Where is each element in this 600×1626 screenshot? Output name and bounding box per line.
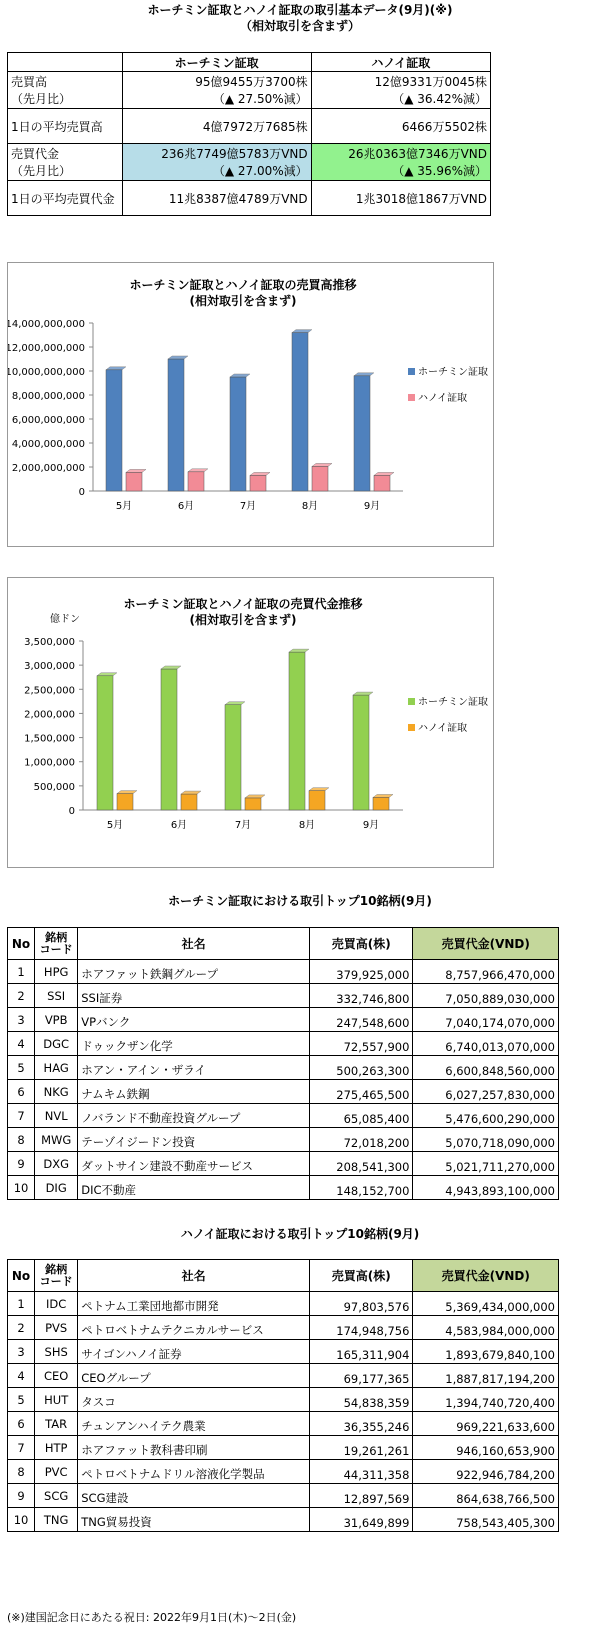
row-name: ホアン・アイン・ザライ xyxy=(78,1056,310,1080)
table-row xyxy=(8,1460,559,1484)
header-volume: 売買高(株) xyxy=(310,928,413,960)
row-name: チュンアンハイテク農業 xyxy=(78,1412,310,1436)
row-code: PVS xyxy=(35,1316,78,1340)
bar-hnx-7 xyxy=(245,795,265,810)
y-tick-label: 1,500,000 xyxy=(24,733,75,745)
table-row xyxy=(8,1080,559,1104)
bar-hnx-8 xyxy=(312,463,332,491)
row-no: 4 xyxy=(8,1364,35,1388)
table-row xyxy=(8,1436,559,1460)
y-tick-label: 2,000,000 xyxy=(24,709,75,721)
y-tick-label: 0 xyxy=(78,487,85,498)
chart-ylabel: 億ドン xyxy=(50,614,80,625)
summary-hnx-volume: 12億9331万0045株 （▲ 36.42%減） xyxy=(311,72,490,109)
legend-swatch xyxy=(408,394,415,401)
row-name: ナムキム鉄鋼 xyxy=(78,1080,310,1104)
summary-label: 1日の平均売買高 xyxy=(8,109,123,144)
row-no: 9 xyxy=(8,1484,35,1508)
row-code: TNG xyxy=(35,1508,78,1532)
row-code: SSI xyxy=(35,984,78,1008)
row-code: HTP xyxy=(35,1436,78,1460)
x-tick-label: 7月 xyxy=(239,501,257,512)
y-tick-label: 12,000,000,000 xyxy=(8,343,85,354)
row-value: 6,740,013,070,000 xyxy=(413,1032,559,1056)
row-no: 8 xyxy=(8,1460,35,1484)
hcm-top10-table xyxy=(7,927,559,1200)
row-no: 3 xyxy=(8,1340,35,1364)
summary-row-avg-value xyxy=(8,181,491,216)
y-tick-label: 1,000,000 xyxy=(24,757,75,769)
row-volume: 19,261,261 xyxy=(310,1436,413,1460)
row-value: 5,021,711,270,000 xyxy=(413,1152,559,1176)
row-value: 5,070,718,090,000 xyxy=(413,1128,559,1152)
y-tick-label: 3,000,000 xyxy=(24,661,75,673)
row-volume: 44,311,358 xyxy=(310,1460,413,1484)
row-value: 864,638,766,500 xyxy=(413,1484,559,1508)
chart-title: ホーチミン証取とハノイ証取の売買代金推移 xyxy=(123,597,363,611)
row-value: 6,600,848,560,000 xyxy=(413,1056,559,1080)
row-name: サイゴンハノイ証券 xyxy=(78,1340,310,1364)
row-volume: 69,177,365 xyxy=(310,1364,413,1388)
summary-header-hnx: ハノイ証取 xyxy=(311,53,490,72)
row-code: NVL xyxy=(35,1104,78,1128)
row-value: 6,027,257,830,000 xyxy=(413,1080,559,1104)
x-tick-label: 5月 xyxy=(115,501,133,512)
row-value: 7,040,174,070,000 xyxy=(413,1008,559,1032)
summary-hnx-avg-value: 1兆3018億1867万VND xyxy=(311,181,490,216)
y-tick-label: 3,500,000 xyxy=(24,637,75,648)
table-row xyxy=(8,1340,559,1364)
row-value: 758,543,405,300 xyxy=(413,1508,559,1532)
summary-hnx-value: 26兆0363億7346万VND （▲ 35.96%減） xyxy=(311,144,490,181)
y-tick-label: 0 xyxy=(68,806,75,817)
summary-label: 売買代金 （先月比） xyxy=(8,144,123,181)
summary-row-value xyxy=(8,144,491,181)
table-row xyxy=(8,1128,559,1152)
row-value: 969,221,633,600 xyxy=(413,1412,559,1436)
row-value: 1,893,679,840,100 xyxy=(413,1340,559,1364)
summary-hcm-volume: 95億9455万3700株 （▲ 27.50%減） xyxy=(122,72,311,109)
chart-subtitle: (相対取引を含まず) xyxy=(189,613,297,627)
summary-hcm-avg-value: 11兆8387億4789万VND xyxy=(122,181,311,216)
volume-chart-svg xyxy=(8,263,493,546)
header-name: 社名 xyxy=(78,1260,310,1292)
legend-label: ハノイ証取 xyxy=(418,393,468,404)
table-row xyxy=(8,1008,559,1032)
table-row xyxy=(8,960,559,984)
row-name: ペトロベトナムテクニカルサービス xyxy=(78,1316,310,1340)
row-name: ダットサイン建設不動産サービス xyxy=(78,1152,310,1176)
legend-label: ハノイ証取 xyxy=(418,723,468,734)
row-name: ホアファット鉄鋼グループ xyxy=(78,960,310,984)
summary-hcm-value: 236兆7749億5783万VND （▲ 27.00%減） xyxy=(122,144,311,181)
row-code: NKG xyxy=(35,1080,78,1104)
row-no: 10 xyxy=(8,1176,35,1200)
bar-hcm-6 xyxy=(168,356,188,491)
row-name: ホアファット教科書印刷 xyxy=(78,1436,310,1460)
row-volume: 165,311,904 xyxy=(310,1340,413,1364)
bar-hcm-9 xyxy=(354,373,374,491)
bar-hnx-6 xyxy=(181,791,201,810)
row-no: 9 xyxy=(8,1152,35,1176)
row-name: ペトナム工業団地都市開発 xyxy=(78,1292,310,1316)
bar-hnx-7 xyxy=(250,472,270,491)
row-value: 5,369,434,000,000 xyxy=(413,1292,559,1316)
x-tick-label: 6月 xyxy=(170,820,188,831)
row-volume: 379,925,000 xyxy=(310,960,413,984)
summary-label: 1日の平均売買代金 xyxy=(8,181,123,216)
row-code: DIG xyxy=(35,1176,78,1200)
bar-hnx-5 xyxy=(117,791,137,810)
summary-label: 売買高 （先月比） xyxy=(8,72,123,109)
row-value: 1,887,817,194,200 xyxy=(413,1364,559,1388)
row-no: 5 xyxy=(8,1056,35,1080)
row-code: HAG xyxy=(35,1056,78,1080)
row-volume: 72,018,200 xyxy=(310,1128,413,1152)
hnx-top10-title: ハノイ証取における取引トップ10銘柄(9月) xyxy=(180,1227,420,1241)
value-chart xyxy=(7,577,494,868)
row-value: 5,476,600,290,000 xyxy=(413,1104,559,1128)
row-volume: 208,541,300 xyxy=(310,1152,413,1176)
bar-hnx-5 xyxy=(126,469,146,491)
row-no: 7 xyxy=(8,1104,35,1128)
row-value: 1,394,740,720,400 xyxy=(413,1388,559,1412)
row-no: 6 xyxy=(8,1412,35,1436)
summary-row-volume xyxy=(8,72,491,109)
row-name: CEOグループ xyxy=(78,1364,310,1388)
row-value: 922,946,784,200 xyxy=(413,1460,559,1484)
hcm-top10-header-row xyxy=(8,928,559,960)
row-code: SHS xyxy=(35,1340,78,1364)
row-volume: 72,557,900 xyxy=(310,1032,413,1056)
row-volume: 97,803,576 xyxy=(310,1292,413,1316)
header-no: No xyxy=(8,1260,35,1292)
bar-hcm-5 xyxy=(106,367,126,491)
header-code: 銘柄 コード xyxy=(35,928,78,960)
row-name: ノバランド不動産投資グループ xyxy=(78,1104,310,1128)
legend-label: ホーチミン証取 xyxy=(418,367,488,378)
header-name: 社名 xyxy=(78,928,310,960)
table-row xyxy=(8,1484,559,1508)
bar-hnx-8 xyxy=(309,788,329,810)
row-code: PVC xyxy=(35,1460,78,1484)
summary-table xyxy=(7,52,491,216)
footnote: (※)建国記念日にあたる祝日: 2022年9月1日(木)～2日(金) xyxy=(7,1611,297,1624)
y-tick-label: 8,000,000,000 xyxy=(11,391,85,402)
row-name: テーゾイジードン投資 xyxy=(78,1128,310,1152)
row-no: 2 xyxy=(8,984,35,1008)
y-tick-label: 500,000 xyxy=(33,781,75,793)
table-row xyxy=(8,1152,559,1176)
row-code: HPG xyxy=(35,960,78,984)
row-volume: 12,897,569 xyxy=(310,1484,413,1508)
row-no: 10 xyxy=(8,1508,35,1532)
summary-subtitle: （相対取引を含まず） xyxy=(239,19,360,33)
header-code: 銘柄 コード xyxy=(35,1260,78,1292)
bar-hnx-9 xyxy=(374,472,394,491)
row-value: 946,160,653,900 xyxy=(413,1436,559,1460)
row-value: 4,943,893,100,000 xyxy=(413,1176,559,1200)
table-row xyxy=(8,1388,559,1412)
bar-hcm-6 xyxy=(161,666,181,810)
row-no: 2 xyxy=(8,1316,35,1340)
legend-swatch xyxy=(408,698,415,705)
row-volume: 36,355,246 xyxy=(310,1412,413,1436)
row-code: SCG xyxy=(35,1484,78,1508)
row-no: 6 xyxy=(8,1080,35,1104)
row-volume: 148,152,700 xyxy=(310,1176,413,1200)
row-code: TAR xyxy=(35,1412,78,1436)
row-volume: 31,649,899 xyxy=(310,1508,413,1532)
value-chart-svg xyxy=(8,578,493,867)
row-volume: 332,746,800 xyxy=(310,984,413,1008)
row-code: DXG xyxy=(35,1152,78,1176)
y-tick-label: 2,000,000,000 xyxy=(11,463,85,474)
row-name: VPバンク xyxy=(78,1008,310,1032)
summary-hnx-avg-volume: 6466万5502株 xyxy=(311,109,490,144)
header-value: 売買代金(VND) xyxy=(413,1260,559,1292)
hnx-top10-table xyxy=(7,1259,559,1532)
row-volume: 174,948,756 xyxy=(310,1316,413,1340)
header-value: 売買代金(VND) xyxy=(413,928,559,960)
row-code: IDC xyxy=(35,1292,78,1316)
row-no: 1 xyxy=(8,960,35,984)
row-name: タスコ xyxy=(78,1388,310,1412)
row-code: CEO xyxy=(35,1364,78,1388)
row-volume: 54,838,359 xyxy=(310,1388,413,1412)
row-name: SSI証券 xyxy=(78,984,310,1008)
chart-subtitle: (相対取引を含まず) xyxy=(189,294,297,308)
table-row xyxy=(8,1292,559,1316)
bar-hnx-9 xyxy=(373,794,393,810)
summary-header-hcm: ホーチミン証取 xyxy=(122,53,311,72)
hnx-top10-header-row xyxy=(8,1260,559,1292)
table-row xyxy=(8,984,559,1008)
volume-chart xyxy=(7,262,494,547)
x-tick-label: 8月 xyxy=(298,820,316,831)
row-volume: 500,263,300 xyxy=(310,1056,413,1080)
summary-hcm-avg-volume: 4億7972万7685株 xyxy=(122,109,311,144)
y-tick-label: 14,000,000,000 xyxy=(8,319,85,330)
row-name: ペトロベトナムドリル溶液化学製品 xyxy=(78,1460,310,1484)
x-tick-label: 9月 xyxy=(363,501,381,512)
x-tick-label: 7月 xyxy=(234,820,252,831)
x-tick-label: 9月 xyxy=(362,820,380,831)
row-name: TNG貿易投資 xyxy=(78,1508,310,1532)
y-tick-label: 10,000,000,000 xyxy=(8,367,85,378)
chart-title: ホーチミン証取とハノイ証取の売買高推移 xyxy=(129,278,357,292)
summary-title: ホーチミン証取とハノイ証取の取引基本データ(9月)(※) xyxy=(147,3,453,17)
row-code: HUT xyxy=(35,1388,78,1412)
legend-swatch xyxy=(408,724,415,731)
bar-hcm-9 xyxy=(353,692,373,810)
row-no: 4 xyxy=(8,1032,35,1056)
x-tick-label: 5月 xyxy=(106,820,124,831)
row-no: 1 xyxy=(8,1292,35,1316)
row-volume: 65,085,400 xyxy=(310,1104,413,1128)
x-tick-label: 8月 xyxy=(301,501,319,512)
row-code: MWG xyxy=(35,1128,78,1152)
row-value: 7,050,889,030,000 xyxy=(413,984,559,1008)
row-code: VPB xyxy=(35,1008,78,1032)
y-tick-label: 6,000,000,000 xyxy=(11,415,85,426)
row-name: SCG建設 xyxy=(78,1484,310,1508)
row-volume: 247,548,600 xyxy=(310,1008,413,1032)
row-name: DIC不動産 xyxy=(78,1176,310,1200)
table-row xyxy=(8,1176,559,1200)
summary-header-row xyxy=(8,53,491,72)
table-row xyxy=(8,1508,559,1532)
row-value: 4,583,984,000,000 xyxy=(413,1316,559,1340)
bar-hcm-8 xyxy=(289,649,309,810)
table-row xyxy=(8,1412,559,1436)
hcm-top10-title: ホーチミン証取における取引トップ10銘柄(9月) xyxy=(168,894,432,908)
bar-hcm-8 xyxy=(292,330,312,491)
bar-hnx-6 xyxy=(188,469,208,491)
row-value: 8,757,966,470,000 xyxy=(413,960,559,984)
row-code: DGC xyxy=(35,1032,78,1056)
table-row xyxy=(8,1316,559,1340)
row-no: 7 xyxy=(8,1436,35,1460)
x-tick-label: 6月 xyxy=(177,501,195,512)
row-volume: 275,465,500 xyxy=(310,1080,413,1104)
bar-hcm-7 xyxy=(225,702,245,810)
summary-row-avg-volume xyxy=(8,109,491,144)
row-no: 5 xyxy=(8,1388,35,1412)
table-row xyxy=(8,1364,559,1388)
row-no: 8 xyxy=(8,1128,35,1152)
row-name: ドゥックザン化学 xyxy=(78,1032,310,1056)
table-row xyxy=(8,1056,559,1080)
row-no: 3 xyxy=(8,1008,35,1032)
legend-label: ホーチミン証取 xyxy=(418,697,488,708)
header-volume: 売買高(株) xyxy=(310,1260,413,1292)
header-no: No xyxy=(8,928,35,960)
bar-hcm-7 xyxy=(230,374,250,491)
legend-swatch xyxy=(408,368,415,375)
y-tick-label: 4,000,000,000 xyxy=(11,439,85,450)
summary-header-blank xyxy=(8,53,123,72)
y-tick-label: 2,500,000 xyxy=(24,685,75,697)
table-row xyxy=(8,1104,559,1128)
table-row xyxy=(8,1032,559,1056)
bar-hcm-5 xyxy=(97,673,117,810)
